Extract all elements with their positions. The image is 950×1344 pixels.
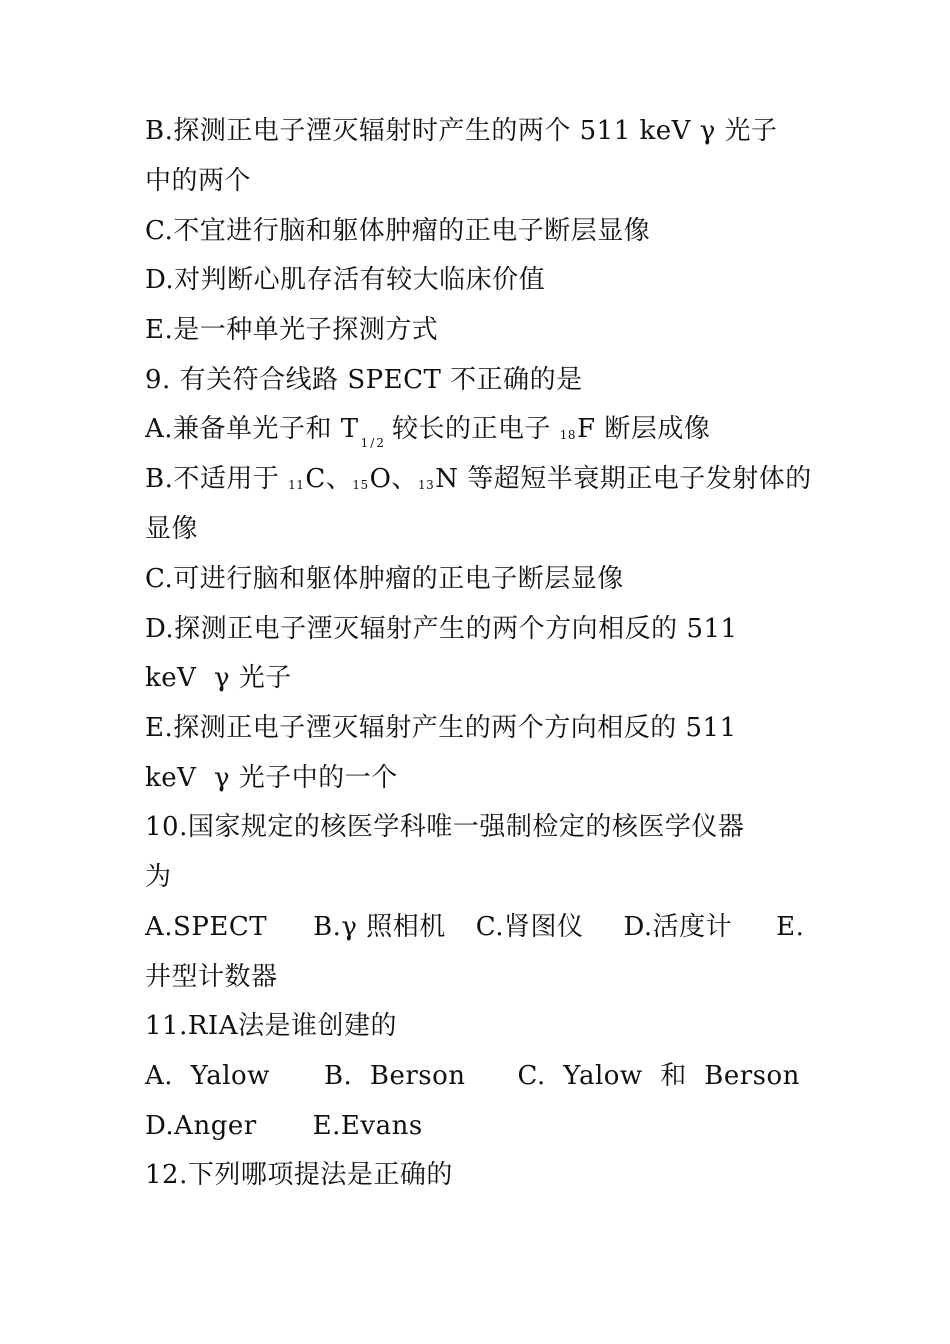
q11-option-d: D.Anger xyxy=(145,1111,257,1141)
q10-option-a: A.SPECT xyxy=(145,912,268,942)
q11-option-e: E.Evans xyxy=(312,1111,423,1141)
q9-option-e-line2: keV γ 光子中的一个 xyxy=(145,763,398,793)
q9-option-d-line1: D.探测正电子湮灭辐射产生的两个方向相反的 511 xyxy=(145,614,738,644)
q9-a-text-pre: A.兼备单光子和 T xyxy=(145,414,359,444)
q10-option-c: C.肾图仪 xyxy=(475,912,584,942)
q9-option-e-line1: E.探测正电子湮灭辐射产生的两个方向相反的 511 xyxy=(145,713,737,743)
q9-a-half-life-subscript: 1/2 xyxy=(360,436,386,450)
q9-a-text-mid: 较长的正电子 xyxy=(391,414,551,444)
q9-option-b-line1 xyxy=(145,462,812,502)
q10-stem-line2: 为 xyxy=(145,862,172,892)
q11-options-row2 xyxy=(145,1109,423,1143)
q9-option-d-line2: keV γ 光子 xyxy=(145,663,292,693)
q8-option-e: E.是一种单光子探测方式 xyxy=(145,315,439,345)
q10-stem-line1: 10.国家规定的核医学科唯一强制检定的核医学仪器 xyxy=(145,812,745,842)
q9-b-text-pre: B.不适用于 xyxy=(145,464,280,494)
q10-options xyxy=(145,910,804,944)
q11-option-a: A. Yalow xyxy=(145,1061,270,1091)
q11-options-row1 xyxy=(145,1059,800,1093)
q12-stem: 12.下列哪项提法是正确的 xyxy=(145,1160,453,1190)
q11-option-c: C. Yalow 和 Berson xyxy=(517,1061,800,1091)
q9-b-element-c: C、 xyxy=(305,464,353,494)
q9-a-text-post: F 断层成像 xyxy=(577,414,711,444)
q10-option-b: B.γ 照相机 xyxy=(313,912,446,942)
q11-option-b: B. Berson xyxy=(323,1061,466,1091)
q8-option-c: C.不宜进行脑和躯体肿瘤的正电子断层显像 xyxy=(145,216,651,246)
q9-option-b-line2: 显像 xyxy=(145,514,199,544)
q9-option-a xyxy=(145,412,710,460)
q9-b-element-o: O、 xyxy=(369,464,418,494)
q10-option-e: E. xyxy=(776,912,805,942)
q11-stem: 11.RIA法是谁创建的 xyxy=(145,1011,397,1041)
q9-b-text-post: N 等超短半衰期正电子发射体的 xyxy=(435,464,812,494)
q10-option-e-continued: 井型计数器 xyxy=(145,962,278,992)
q10-option-d: D.活度计 xyxy=(623,912,733,942)
q8-option-b-line1: B.探测正电子湮灭辐射时产生的两个 511 keV γ 光子 xyxy=(145,116,778,146)
q9-b-mass-c: 11 xyxy=(288,478,305,492)
q8-option-b-line2: 中的两个 xyxy=(145,166,252,196)
q9-option-c: C.可进行脑和躯体肿瘤的正电子断层显像 xyxy=(145,564,624,594)
q8-option-d: D.对判断心肌存活有较大临床价值 xyxy=(145,265,546,295)
q9-a-isotope-mass: 18 xyxy=(559,428,577,442)
q9-stem: 9. 有关符合线路 SPECT 不正确的是 xyxy=(145,365,583,395)
q9-b-mass-n: 13 xyxy=(417,478,435,492)
q9-b-mass-o: 15 xyxy=(352,478,369,492)
